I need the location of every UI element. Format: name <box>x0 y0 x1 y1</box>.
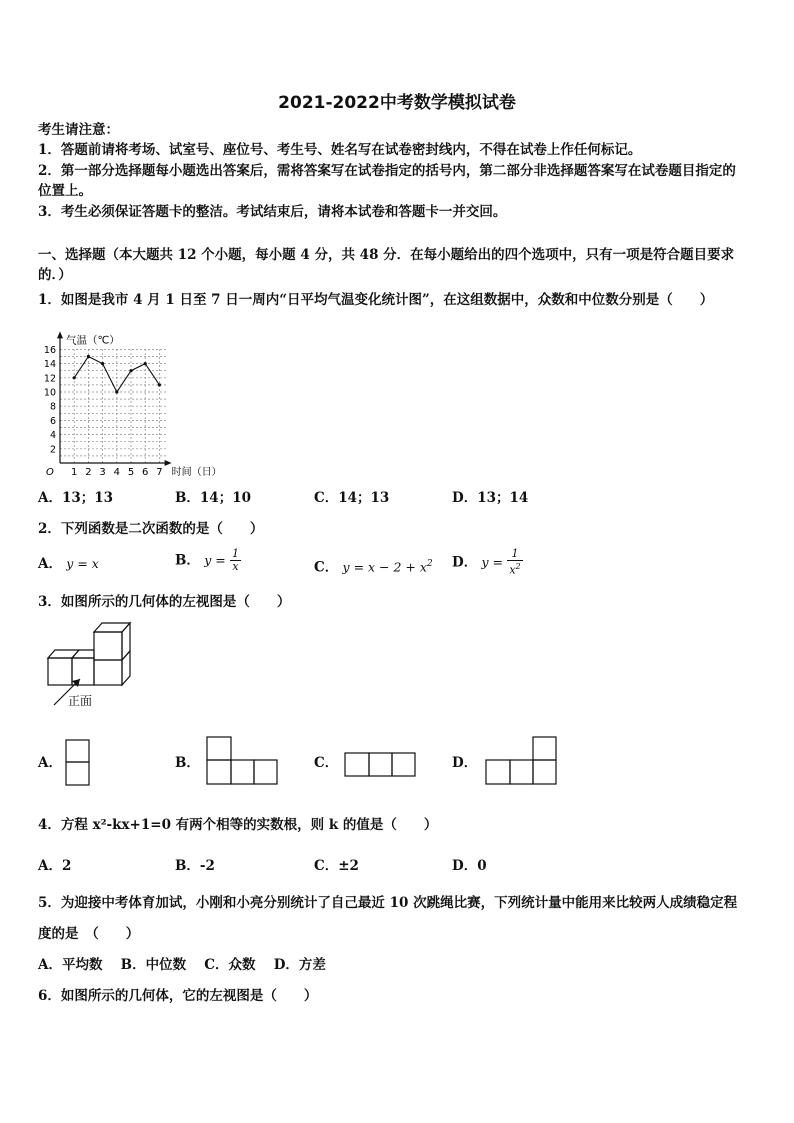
question-6-stem: 6．如图所示的几何体，它的左视图是（ ） <box>38 988 318 1004</box>
q2-option-b-lhs: y = <box>204 552 226 568</box>
x-tick-label: 2 <box>85 467 92 478</box>
y-axis-arrow <box>57 331 63 338</box>
question-4-stem: 4．方程 x²-kx+1=0 有两个相等的实数根，则 k 的值是（ ） <box>38 817 438 833</box>
x-tick-label: 7 <box>156 467 163 478</box>
x-tick-label: 1 <box>71 467 78 478</box>
y-tick-label: 10 <box>43 387 56 399</box>
data-point <box>144 362 147 365</box>
q2-option-d-den-base: x <box>509 563 516 577</box>
q2-option-d[interactable] <box>452 548 523 577</box>
notice-heading: 考生请注意： <box>38 122 119 138</box>
q2-option-d-lhs: y = <box>481 554 504 570</box>
y-axis-label: 气温（℃） <box>66 334 120 347</box>
q1-option-b[interactable]: B．14；10 <box>175 490 251 506</box>
q1-option-c[interactable]: C．14；13 <box>314 490 390 506</box>
q3-option-a-label[interactable]: A． <box>38 755 62 771</box>
q2-option-b-numerator: 1 <box>232 547 240 560</box>
q2-option-d-numerator: 1 <box>507 548 522 561</box>
y-tick-label: 8 <box>49 401 56 413</box>
q2-option-a-label: A． <box>38 556 62 572</box>
x-axis-label: 时间（日） <box>171 467 222 478</box>
question-1-stem: 1．如图是我市 4 月 1 日至 7 日一周内“日平均气温变化统计图”，在这组数据中，众数和中位数分别是（ ） <box>38 292 714 308</box>
y-tick-label: 4 <box>49 430 56 442</box>
q3-option-c-label[interactable]: C． <box>314 755 339 771</box>
x-tick-label: 3 <box>99 467 106 478</box>
notice-item-1: 1．答题前请将考场、试室号、座位号、考生号、姓名写在试卷密封线内，不得在试卷上作任何标记。 <box>38 142 642 158</box>
x-tick-label: 4 <box>113 467 120 478</box>
q2-option-b-denominator: x <box>232 560 239 573</box>
data-point <box>129 369 132 372</box>
y-tick-label: 12 <box>43 373 56 385</box>
q3-front-label: 正面 <box>68 694 93 708</box>
q2-option-d-denominator <box>507 561 522 577</box>
notice-item-2-cont: 位置上。 <box>38 183 92 199</box>
q4-option-b[interactable]: B．-2 <box>175 858 215 874</box>
q2-option-c-label: C． <box>314 559 339 576</box>
q2-option-a-expr: y = x <box>66 556 99 571</box>
x-tick-label: 6 <box>142 467 149 478</box>
q2-option-d-label: D． <box>452 554 478 571</box>
temperature-line-chart <box>38 318 238 478</box>
data-point <box>73 376 76 379</box>
notice-item-2: 2．第一部分选择题每小题选出答案后，需将答案写在试卷指定的括号内，第二部分非选择题答案写在试卷题目指定的 <box>38 163 736 179</box>
q2-option-b-fraction <box>230 548 241 573</box>
q5-options[interactable]: A．平均数 B．中位数 C．众数 D．方差 <box>38 957 326 973</box>
q2-option-d-den-exponent: 2 <box>515 562 521 571</box>
q3-option-b-figure[interactable] <box>206 736 280 786</box>
y-tick-label: 6 <box>49 415 56 427</box>
q4-option-c[interactable]: C．±2 <box>314 858 359 874</box>
section-heading: 一、选择题（本大题共 12 个小题，每小题 4 分，共 48 分．在每小题给出的四个选项中，只有一项是符合题目要求 <box>38 247 735 263</box>
q2-option-d-fraction <box>507 548 522 577</box>
q3-option-c-figure[interactable] <box>344 752 418 778</box>
data-point <box>87 355 90 358</box>
section-heading-cont: 的．） <box>38 267 72 283</box>
q3-option-a-figure[interactable] <box>65 739 91 787</box>
data-point <box>115 390 118 393</box>
q2-option-b-label: B． <box>175 552 200 569</box>
x-tick-label: 5 <box>127 467 135 478</box>
notice-item-3: 3．考生必须保证答题卡的整洁。考试结束后，请将本试卷和答题卡一并交回。 <box>38 204 507 220</box>
q2-option-b[interactable] <box>175 548 241 573</box>
q4-option-a[interactable]: A．2 <box>38 858 72 874</box>
y-tick-label: 2 <box>49 444 56 456</box>
question-5-stem-cont: 度的是 （ ） <box>38 926 140 942</box>
data-point <box>101 362 104 365</box>
q3-option-d-label[interactable]: D． <box>452 755 478 771</box>
origin-label: O <box>46 467 54 478</box>
page-title: 2021-2022中考数学模拟试卷 <box>278 93 516 113</box>
q1-option-d[interactable]: D．13；14 <box>452 490 529 506</box>
x-axis-arrow <box>165 460 172 466</box>
question-2-stem: 2．下列函数是二次函数的是（ ） <box>38 521 264 537</box>
question-3-stem: 3．如图所示的几何体的左视图是（ ） <box>38 594 291 610</box>
q3-option-d-figure[interactable] <box>485 736 559 786</box>
q2-option-a[interactable] <box>38 554 99 574</box>
data-point <box>158 383 161 386</box>
q4-option-d[interactable]: D．0 <box>452 858 487 874</box>
q2-option-c-exponent: 2 <box>426 559 433 569</box>
q2-option-c[interactable] <box>314 554 433 578</box>
question-5-stem: 5．为迎接中考体育加试，小刚和小亮分别统计了自己最近 10 次跳绳比赛，下列统计量中能用来比较两人成绩稳定程 <box>38 895 738 911</box>
q1-option-a[interactable]: A．13；13 <box>38 490 114 506</box>
q3-option-b-label[interactable]: B． <box>175 755 200 771</box>
y-tick-label: 14 <box>43 359 56 371</box>
q2-option-c-expr: y = x − 2 + x <box>342 559 427 575</box>
y-tick-label: 16 <box>43 344 56 356</box>
